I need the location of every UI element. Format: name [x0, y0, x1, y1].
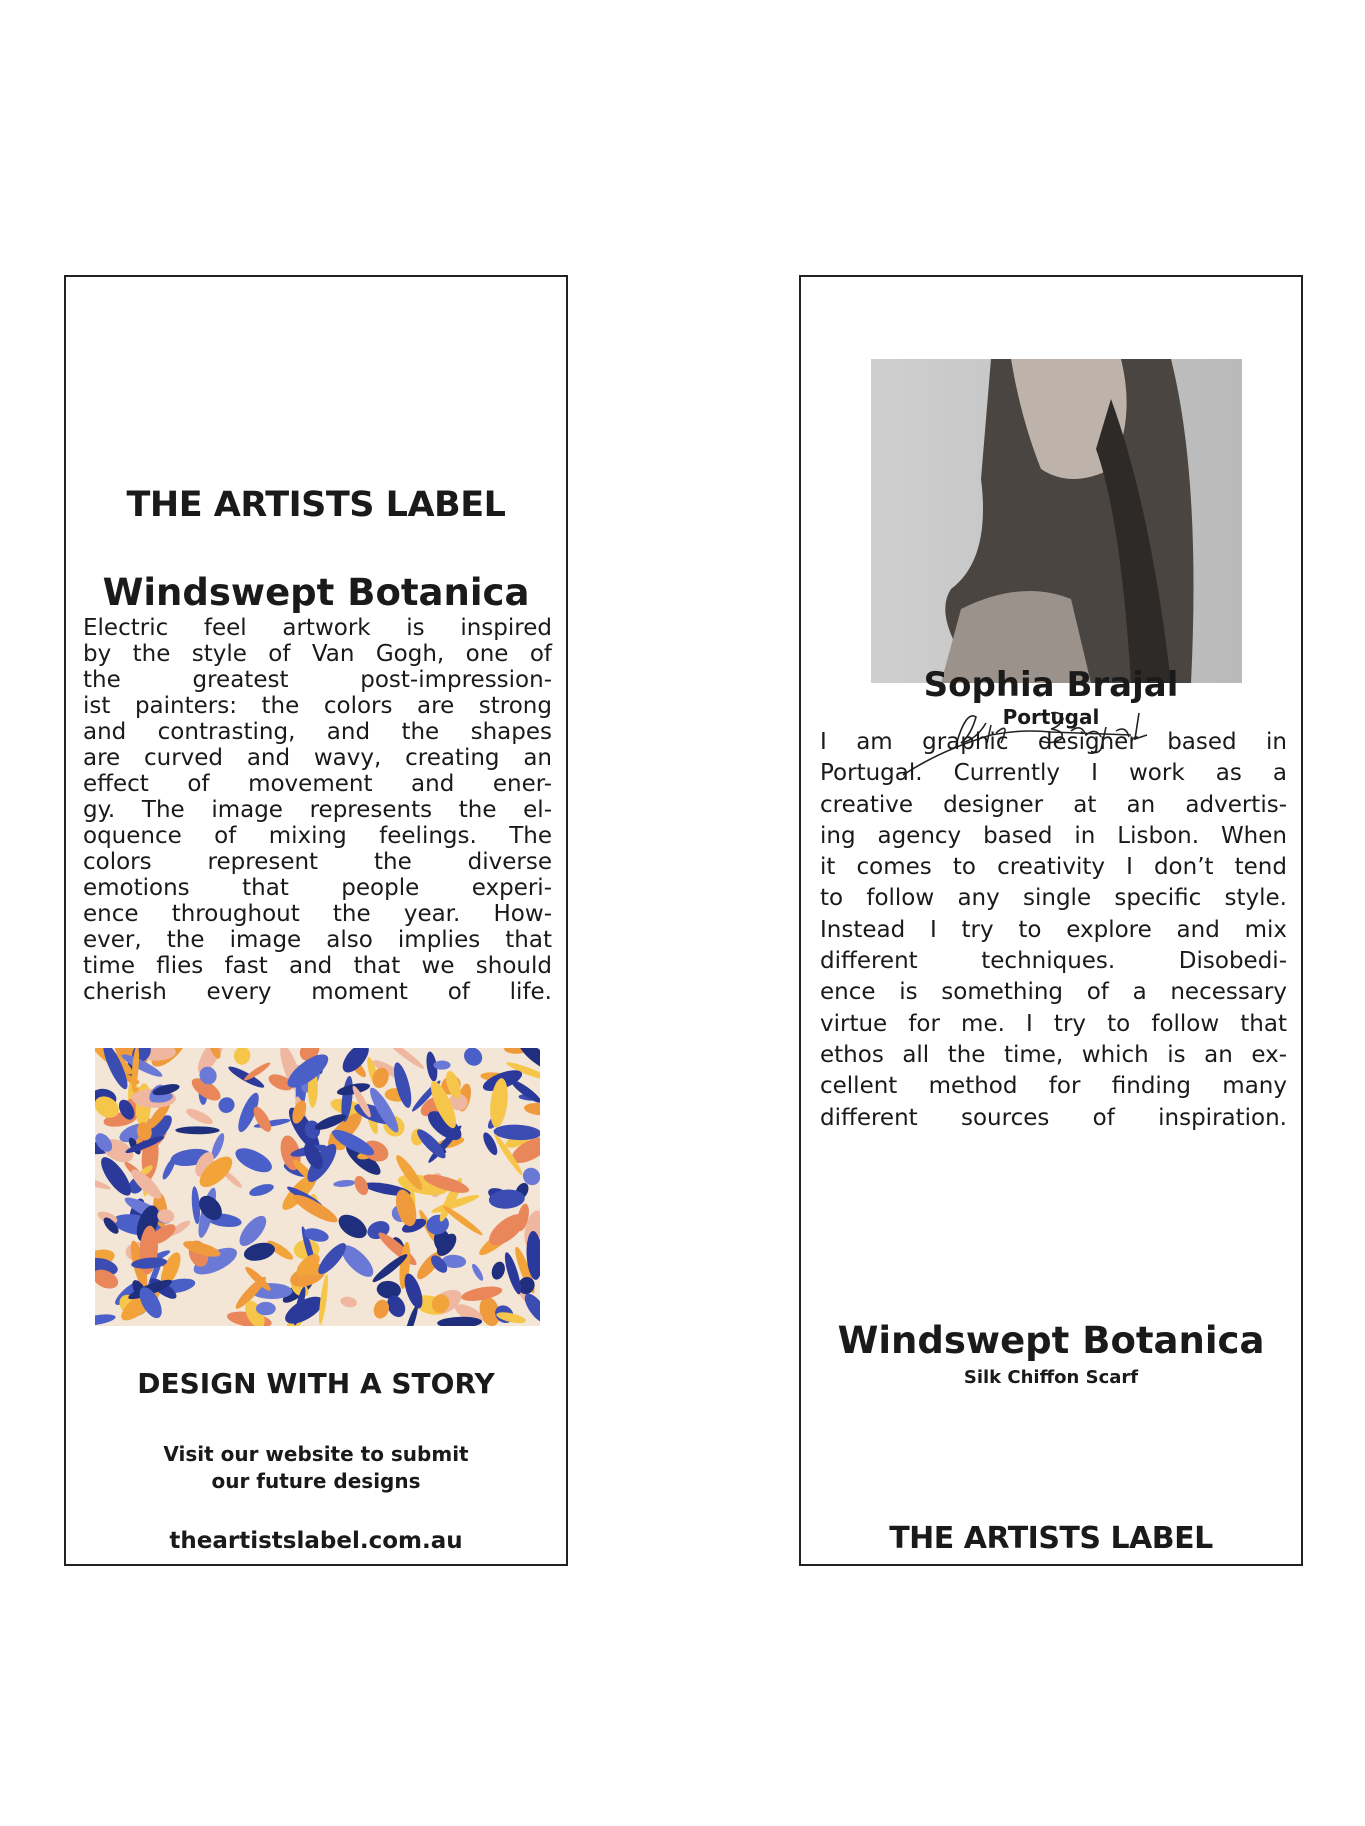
artist-bio	[820, 727, 1287, 1134]
text-line: gy. The image represents the el-	[83, 797, 552, 823]
text-line: Electric feel artwork is inspired	[83, 615, 552, 641]
text-line: ever, the image also implies that	[83, 927, 552, 953]
tagline: DESIGN WITH A STORY	[137, 1367, 495, 1400]
text-line: time flies fast and that we should	[83, 953, 552, 979]
artwork-description	[83, 615, 552, 1005]
text-line: ist painters: the colors are strong	[83, 693, 552, 719]
cta-line-2: our future designs	[211, 1469, 421, 1493]
brand-footer: THE ARTISTS LABEL	[889, 1521, 1213, 1556]
text-line: are curved and wavy, creating an	[83, 745, 552, 771]
text-line: ethos all the time, which is an ex-	[820, 1041, 1287, 1068]
text-line: different techniques. Disobedi-	[820, 948, 1287, 975]
text-line: Instead I try to explore and mix	[820, 916, 1287, 943]
text-line: cellent method for finding many	[820, 1073, 1287, 1100]
text-line: creative designer at an advertis-	[820, 791, 1287, 818]
text-line: I am graphic designer based in	[820, 729, 1287, 755]
text-line: ence throughout the year. How-	[83, 901, 552, 927]
brand-heading: THE ARTISTS LABEL	[126, 485, 506, 525]
artist-name: Sophia Brajal	[923, 665, 1179, 705]
text-line: colors represent the diverse	[83, 849, 552, 875]
artwork-title: Windswept Botanica	[102, 571, 530, 614]
text-line: Portugal. Currently I work as a	[820, 760, 1287, 787]
text-line: cherish every moment of life.	[83, 979, 552, 1005]
text-line: it comes to creativity I don’t tend	[820, 854, 1287, 881]
cta-line-1: Visit our website to submit	[163, 1442, 469, 1466]
product-title: Windswept Botanica	[837, 1319, 1265, 1362]
artwork-image	[95, 1048, 540, 1326]
product-type: Silk Chiffon Scarf	[963, 1367, 1139, 1388]
text-line: the greatest post-impression-	[83, 667, 552, 693]
text-line: different sources of inspiration.	[820, 1104, 1287, 1131]
text-line: virtue for me. I try to follow that	[820, 1010, 1287, 1037]
text-line: oquence of mixing feelings. The	[83, 823, 552, 849]
website-link[interactable]: theartistslabel.com.au	[169, 1528, 463, 1554]
text-line: emotions that people experi-	[83, 875, 552, 901]
text-line: ence is something of a necessary	[820, 979, 1287, 1006]
text-line: and contrasting, and the shapes	[83, 719, 552, 745]
text-line: effect of movement and ener-	[83, 771, 552, 797]
artwork-label-card	[64, 275, 568, 1566]
text-line: to follow any single specific style.	[820, 885, 1287, 912]
text-line: by the style of Van Gogh, one of	[83, 641, 552, 667]
artist-label-card	[799, 275, 1303, 1566]
artist-country: Portugal	[1002, 705, 1100, 729]
text-line: ing agency based in Lisbon. When	[820, 822, 1287, 849]
artist-photo	[871, 359, 1242, 683]
